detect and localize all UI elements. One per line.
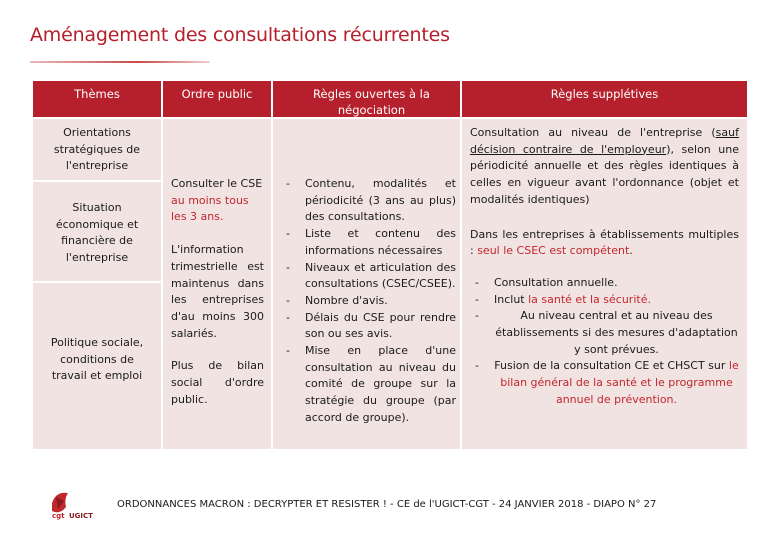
regle-ouverte-2 [281, 226, 456, 259]
suppletive-item-4-b: le bilan général de la santé et le programme annuel de prévention. [500, 359, 739, 406]
bullet-dash: - [286, 177, 290, 190]
bullet-dash: - [475, 359, 479, 373]
regle-ouverte-1-text: Contenu, modalités et périodicité (3 ans au plus) des consultations. [305, 177, 456, 224]
ordre-public-p1 [171, 176, 264, 226]
header-regles-ouvertes [273, 81, 460, 117]
header-regles-suppletives [462, 81, 747, 117]
header-ordre-public-label: Ordre public [181, 87, 253, 101]
suppletive-p1-c: ), selon une périodicité annuelle et des règles identiques à celles en vigueur avant l'ordonnance (objet et modalités identiques) [470, 142, 740, 206]
suppletive-item-2 [470, 292, 739, 309]
svg-text:cgt: cgt [52, 512, 65, 520]
regles-ouvertes-cell [273, 119, 460, 449]
bullet-dash: - [286, 227, 290, 241]
regle-ouverte-6 [281, 343, 456, 427]
regles-suppletives-cell [462, 119, 747, 449]
suppletive-item-4 [470, 358, 739, 408]
page-title: Aménagement des consultations récurrentes [30, 24, 450, 46]
theme-1: Orientations stratégiques de l'entreprise [53, 126, 141, 173]
title-underline [30, 61, 210, 63]
suppletive-p2 [470, 227, 739, 260]
regle-ouverte-4-text: Nombre d'avis. [305, 293, 388, 307]
suppletive-item-4-text [484, 358, 739, 408]
bullet-dash: - [475, 309, 479, 323]
ordre-public-p3: Plus de bilan social d'ordre public. [171, 359, 264, 406]
suppletive-item-1 [470, 275, 739, 292]
header-themes [33, 81, 161, 117]
suppletive-item-2-a: Inclut [494, 292, 529, 306]
theme-2: Situation économique et financière de l'entreprise [55, 201, 139, 265]
regle-ouverte-3-text: Niveaux et articulation des consultations (CSEC/CSEE). [305, 260, 456, 291]
ordre-public-p2: L'information trimestrielle est maintenus dans les entreprises d'au moins 300 salariés. [171, 243, 264, 340]
header-regles-suppletives-label: Règles supplétives [550, 87, 659, 101]
regle-ouverte-3 [281, 260, 456, 293]
bullet-dash: - [286, 260, 290, 274]
logo-text: UGICT [69, 512, 93, 520]
header-regles-ouvertes-label: Règles ouvertes à la négociation [313, 87, 430, 117]
bullet-dash: - [286, 310, 290, 324]
regle-ouverte-1 [281, 176, 456, 226]
suppletive-p2-c: . [629, 244, 633, 258]
suppletive-item-3 [470, 308, 739, 358]
theme-cell-3 [33, 283, 161, 449]
bullet-dash: - [475, 275, 479, 289]
bullet-dash: - [475, 292, 479, 306]
suppletive-list [470, 275, 739, 409]
regle-ouverte-5 [281, 310, 456, 343]
theme-cell-2 [33, 182, 161, 281]
regle-ouverte-4 [281, 293, 456, 310]
suppletive-item-2-b: la santé et la sécurité. [528, 292, 651, 306]
suppletive-p2-b: seul le CSEC est compétent [477, 244, 630, 258]
suppletive-p1-b: sauf décision contraire de l'employeur [470, 126, 739, 156]
theme-cell-1 [33, 119, 161, 180]
ordre-public-cell [163, 119, 271, 449]
theme-3: Politique sociale, conditions de travail et emploi [50, 336, 144, 383]
ordre-public-p1-b: au moins tous les 3 ans. [171, 193, 249, 224]
bullet-dash: - [286, 344, 290, 358]
header-themes-label: Thèmes [74, 87, 120, 101]
regle-ouverte-2-text: Liste et contenu des informations nécessaires [305, 227, 456, 257]
suppletive-item-1-text: Consultation annuelle. [494, 275, 618, 289]
footer: ORDONNANCES MACRON : DECRYPTER ET RESISTER ! - CE de l'UGICT-CGT - 24 JANVIER 2018 - DIAPO N° 27 [117, 499, 657, 510]
ordre-public-p1-a: Consulter le CSE [171, 177, 263, 190]
suppletive-item-4-a: Fusion de la consultation CE et CHSCT sur [494, 359, 729, 373]
suppletive-p1-a: Consultation au niveau de l'entreprise ( [470, 126, 716, 139]
suppletive-item-3-text: Au niveau central et au niveau des établissements si des mesures d'adaptation y sont prévues. [495, 309, 738, 356]
suppletive-p2-a: Dans les entreprises à établissements multiples : [470, 227, 739, 258]
regle-ouverte-5-text: Délais du CSE pour rendre son ou ses avis. [305, 310, 456, 341]
header-ordre-public [163, 81, 271, 117]
regle-ouverte-6-text: Mise en place d'une consultation au niveau du comité de groupe sur la stratégie du groupe (par accord de groupe). [305, 344, 456, 424]
suppletive-item-2-text [484, 292, 739, 309]
bullet-dash: - [286, 293, 290, 307]
ugict-cgt-logo [50, 489, 100, 521]
suppletive-p1 [470, 125, 739, 209]
